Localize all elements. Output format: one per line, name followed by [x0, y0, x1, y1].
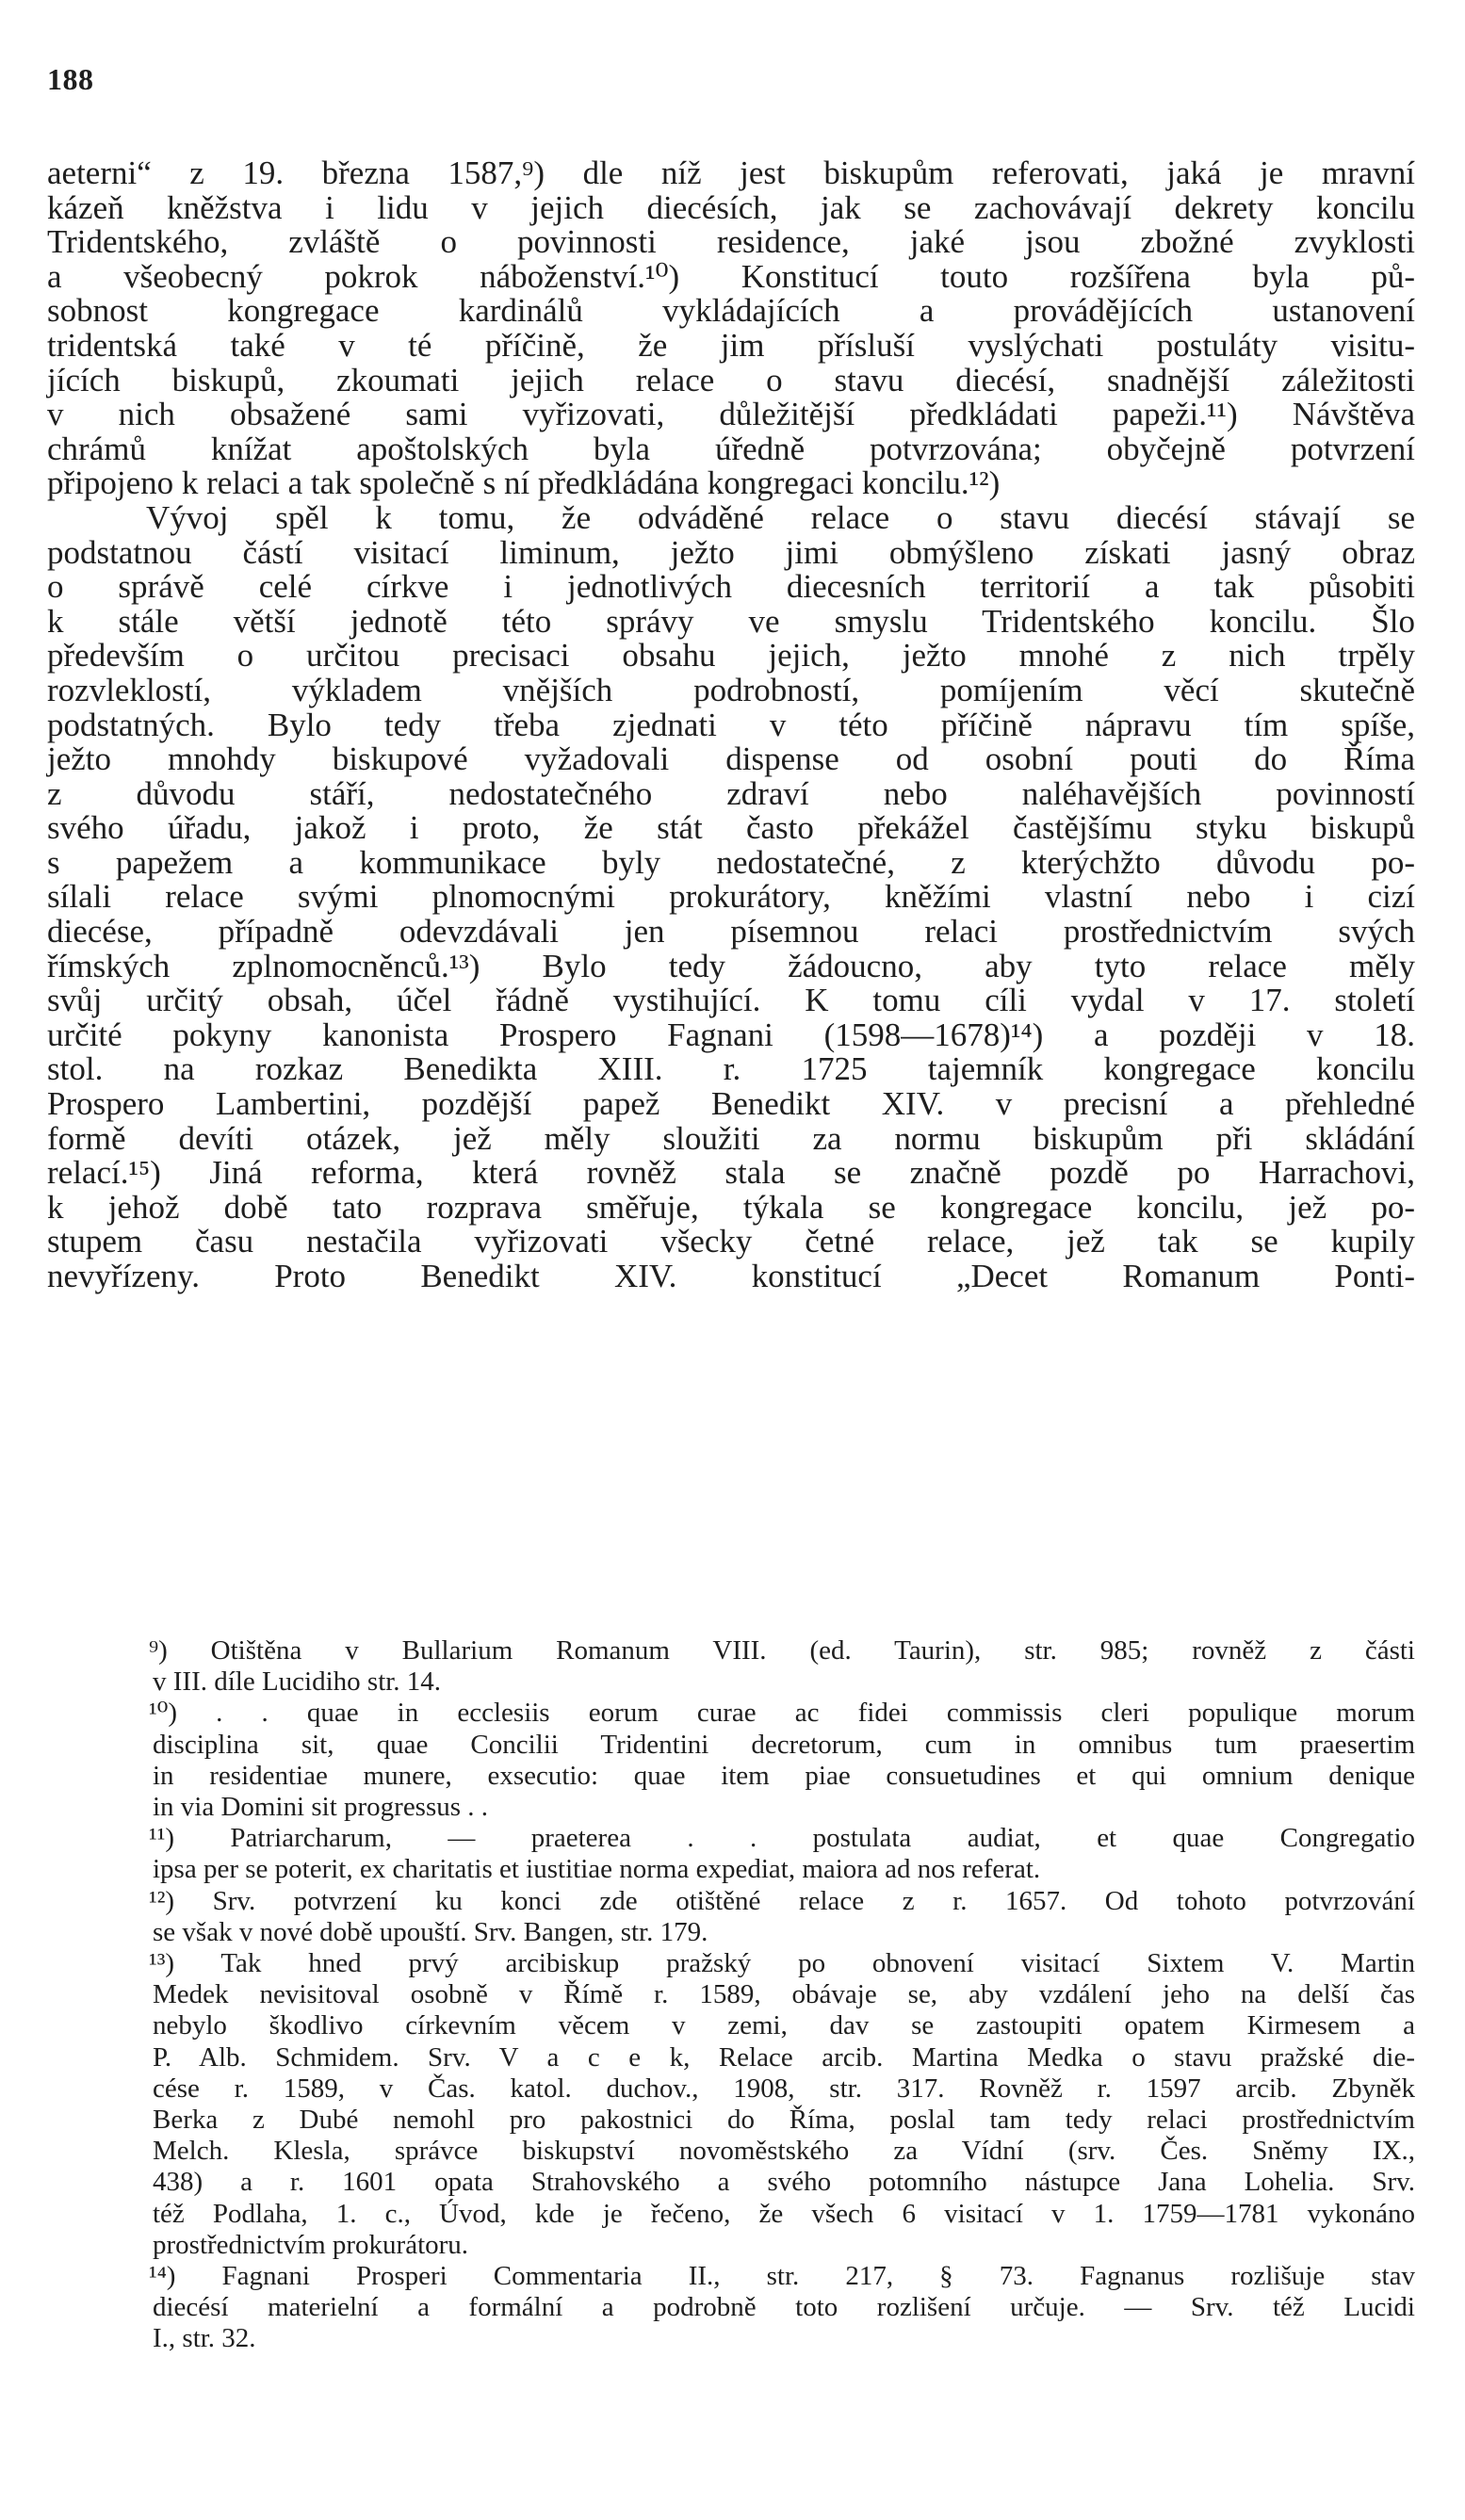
- text-line: diecésí materielní a formální a podrobně toto rozlišení určuje. — Srv. též Lucidi: [153, 2292, 1415, 2323]
- text-line: sobnost kongregace kardinálů vykládajících a provádějících ustanovení: [47, 292, 1415, 330]
- text-line: ¹⁴) Fagnani Prosperi Commentaria II., str. 217, § 73. Fagnanus rozlišuje stav: [149, 2261, 1415, 2292]
- main-text: [47, 156, 1415, 1294]
- text-line: z důvodu stáří, nedostatečného zdraví nebo naléhavějších povinností: [47, 774, 1415, 812]
- text-line: chrámů knížat apoštolských byla úředně potvrzována; obyčejně potvrzení: [47, 430, 1415, 467]
- text-line: prostřednictvím prokurátoru.: [153, 2229, 469, 2260]
- text-line: jících biskupů, zkoumati jejich relace o stavu diecésí, snadnější záležitosti: [47, 361, 1415, 398]
- text-line: Melch. Klesla, správce biskupství novoměstského za Vídní (srv. Čes. Sněmy IX.,: [153, 2136, 1415, 2167]
- text-line: podstatných. Bylo tedy třeba zjednati v této příčině nápravu tím spíše,: [47, 706, 1415, 743]
- footnotes: [47, 1635, 1415, 2355]
- footnote-3: [47, 1823, 1415, 1885]
- text-line: s papežem a kommunikace byly nedostatečné, z kterýchžto důvodu po-: [47, 843, 1415, 881]
- text-line: in via Domini sit progressus . .: [153, 1792, 489, 1823]
- text-line: podstatnou částí visitací liminum, ježto jimi obmýšleno získati jasný obraz: [47, 533, 1415, 571]
- text-line: ¹¹) Patriarcharum, — praeterea . . postulata audiat, et quae Congregatio: [149, 1823, 1415, 1854]
- paragraph-2: [47, 498, 1415, 1294]
- text-line: P. Alb. Schmidem. Srv. V a c e k, Relace arcib. Martina Medka o stavu pražské die-: [153, 2041, 1415, 2073]
- text-line: v nich obsažené sami vyřizovati, důležitější předkládati papeži.¹¹) Návštěva: [47, 396, 1415, 433]
- footnote-5: [47, 1948, 1415, 2261]
- text-line: nebylo škodlivo církevním věcem v zemi, dav se zastoupiti opatem Kirmesem a: [153, 2010, 1415, 2041]
- text-line: kázeň kněžstva i lidu v jejich diecésích, jak se zachovávají dekrety koncilu: [47, 188, 1415, 226]
- text-line: svého úřadu, jakož i proto, že stát často překážel častějšímu styku biskupů: [47, 809, 1415, 847]
- text-line: též Podlaha, 1. c., Úvod, kde je řečeno, že všech 6 visitací v 1. 1759—1781 vykonáno: [153, 2198, 1415, 2229]
- text-line: sílali relace svými plnomocnými prokurátory, kněžími vlastní nebo i cizí: [47, 878, 1415, 916]
- text-line: římských zplnomocněnců.¹³) Bylo tedy žádoucno, aby tyto relace měly: [47, 947, 1415, 984]
- text-line: 438) a r. 1601 opata Strahovského a svého potomního nástupce Jana Lohelia. Srv.: [153, 2167, 1415, 2198]
- text-line: a všeobecný pokrok náboženství.¹⁰) Konstitucí touto rozšířena byla pů-: [47, 257, 1415, 295]
- text-line: diecése, případně odevzdávali jen písemnou relaci prostřednictvím svých: [47, 913, 1415, 951]
- text-line: stupem času nestačila vyřizovati všecky četné relace, jež tak se kupily: [47, 1223, 1415, 1260]
- text-line: Tridentského, zvláště o povinnosti residence, jaké jsou zbožné zvyklosti: [47, 223, 1415, 261]
- text-line: ipsa per se poterit, ex charitatis et iustitiae norma expediat, maiora ad nos referat.: [153, 1854, 1041, 1885]
- text-line: ¹³) Tak hned prvý arcibiskup pražský po obnovení visitací Sixtem V. Martin: [149, 1948, 1415, 1979]
- text-line: cése r. 1589, v Čas. katol. duchov., 1908, str. 317. Rovněž r. 1597 arcib. Zbyněk: [153, 2073, 1415, 2104]
- text-line: in residentiae munere, exsecutio: quae item piae consuetudines et qui omnium denique: [153, 1760, 1415, 1791]
- text-line: Medek nevisitoval osobně v Římě r. 1589, obávaje se, aby vzdálení jeho na delší čas: [153, 1979, 1415, 2010]
- text-line: k stále větší jednotě této správy ve smyslu Tridentského koncilu. Šlo: [47, 602, 1415, 640]
- text-line: Vývoj spěl k tomu, že odváděné relace o stavu diecésí stávají se: [146, 498, 1415, 536]
- text-line: ježto mnohdy biskupové vyžadovali dispense od osobní pouti do Říma: [47, 740, 1415, 778]
- text-line: určité pokyny kanonista Prospero Fagnani (1598—1678)¹⁴) a později v 18.: [47, 1016, 1415, 1053]
- text-line: ¹²) Srv. potvrzení ku konci zde otištěné relace z r. 1657. Od tohoto potvrzování: [149, 1885, 1415, 1916]
- footnote-1: [47, 1635, 1415, 1698]
- text-line: Berka z Dubé nemohl pro pakostnici do Říma, poslal tam tedy relaci prostřednictvím: [153, 2105, 1415, 2136]
- text-line: Prospero Lambertini, pozdější papež Benedikt XIV. v precisní a přehledné: [47, 1085, 1415, 1123]
- text-line: k jehož době tato rozprava směřuje, týkala se kongregace koncilu, jež po-: [47, 1188, 1415, 1226]
- text-line: především o určitou precisaci obsahu jejich, ježto mnohé z nich trpěly: [47, 637, 1415, 675]
- text-line: stol. na rozkaz Benedikta XIII. r. 1725 tajemník kongregace koncilu: [47, 1050, 1415, 1088]
- footnote-6: [47, 2261, 1415, 2355]
- text-line: relací.¹⁵) Jiná reforma, která rovněž stala se značně pozdě po Harrachovi,: [47, 1154, 1415, 1192]
- text-line: nevyřízeny. Proto Benedikt XIV. konstitucí „Decet Romanum Ponti-: [47, 1258, 1415, 1294]
- text-line: připojeno k relaci a tak společně s ní předkládána kongregaci koncilu.¹²): [47, 464, 1001, 502]
- page-number: 188: [47, 62, 94, 96]
- text-line: o správě celé církve i jednotlivých diecesních territorií a tak působiti: [47, 568, 1415, 606]
- footnote-2: [47, 1698, 1415, 1823]
- text-line: I., str. 32.: [153, 2323, 256, 2354]
- text-line: ⁹) Otištěna v Bullarium Romanum VIII. (ed. Taurin), str. 985; rovněž z části: [149, 1635, 1415, 1666]
- footnote-4: [47, 1886, 1415, 1948]
- paragraph-1: [47, 156, 1415, 501]
- text-line: tridentská také v té příčině, že jim přísluší vyslýchati postuláty visitu-: [47, 326, 1415, 364]
- text-line: rozvleklostí, výkladem vnějších podrobností, pomíjením věcí skutečně: [47, 671, 1415, 708]
- text-line: aeterni“ z 19. března 1587,⁹) dle níž jest biskupům referovati, jaká je mravní: [47, 154, 1415, 191]
- text-line: v III. díle Lucidiho str. 14.: [153, 1666, 442, 1698]
- text-line: svůj určitý obsah, účel řádně vystihující. K tomu cíli vydal v 17. století: [47, 982, 1415, 1019]
- text-line: se však v nové době upouští. Srv. Bangen, str. 179.: [153, 1916, 708, 1947]
- text-line: ¹⁰) . . quae in ecclesiis eorum curae ac fidei commissis cleri populique morum: [149, 1698, 1415, 1729]
- text-line: formě devíti otázek, jež měly sloužiti za normu biskupům při skládání: [47, 1119, 1415, 1157]
- text-line: disciplina sit, quae Concilii Tridentini decretorum, cum in omnibus tum praesertim: [153, 1729, 1415, 1760]
